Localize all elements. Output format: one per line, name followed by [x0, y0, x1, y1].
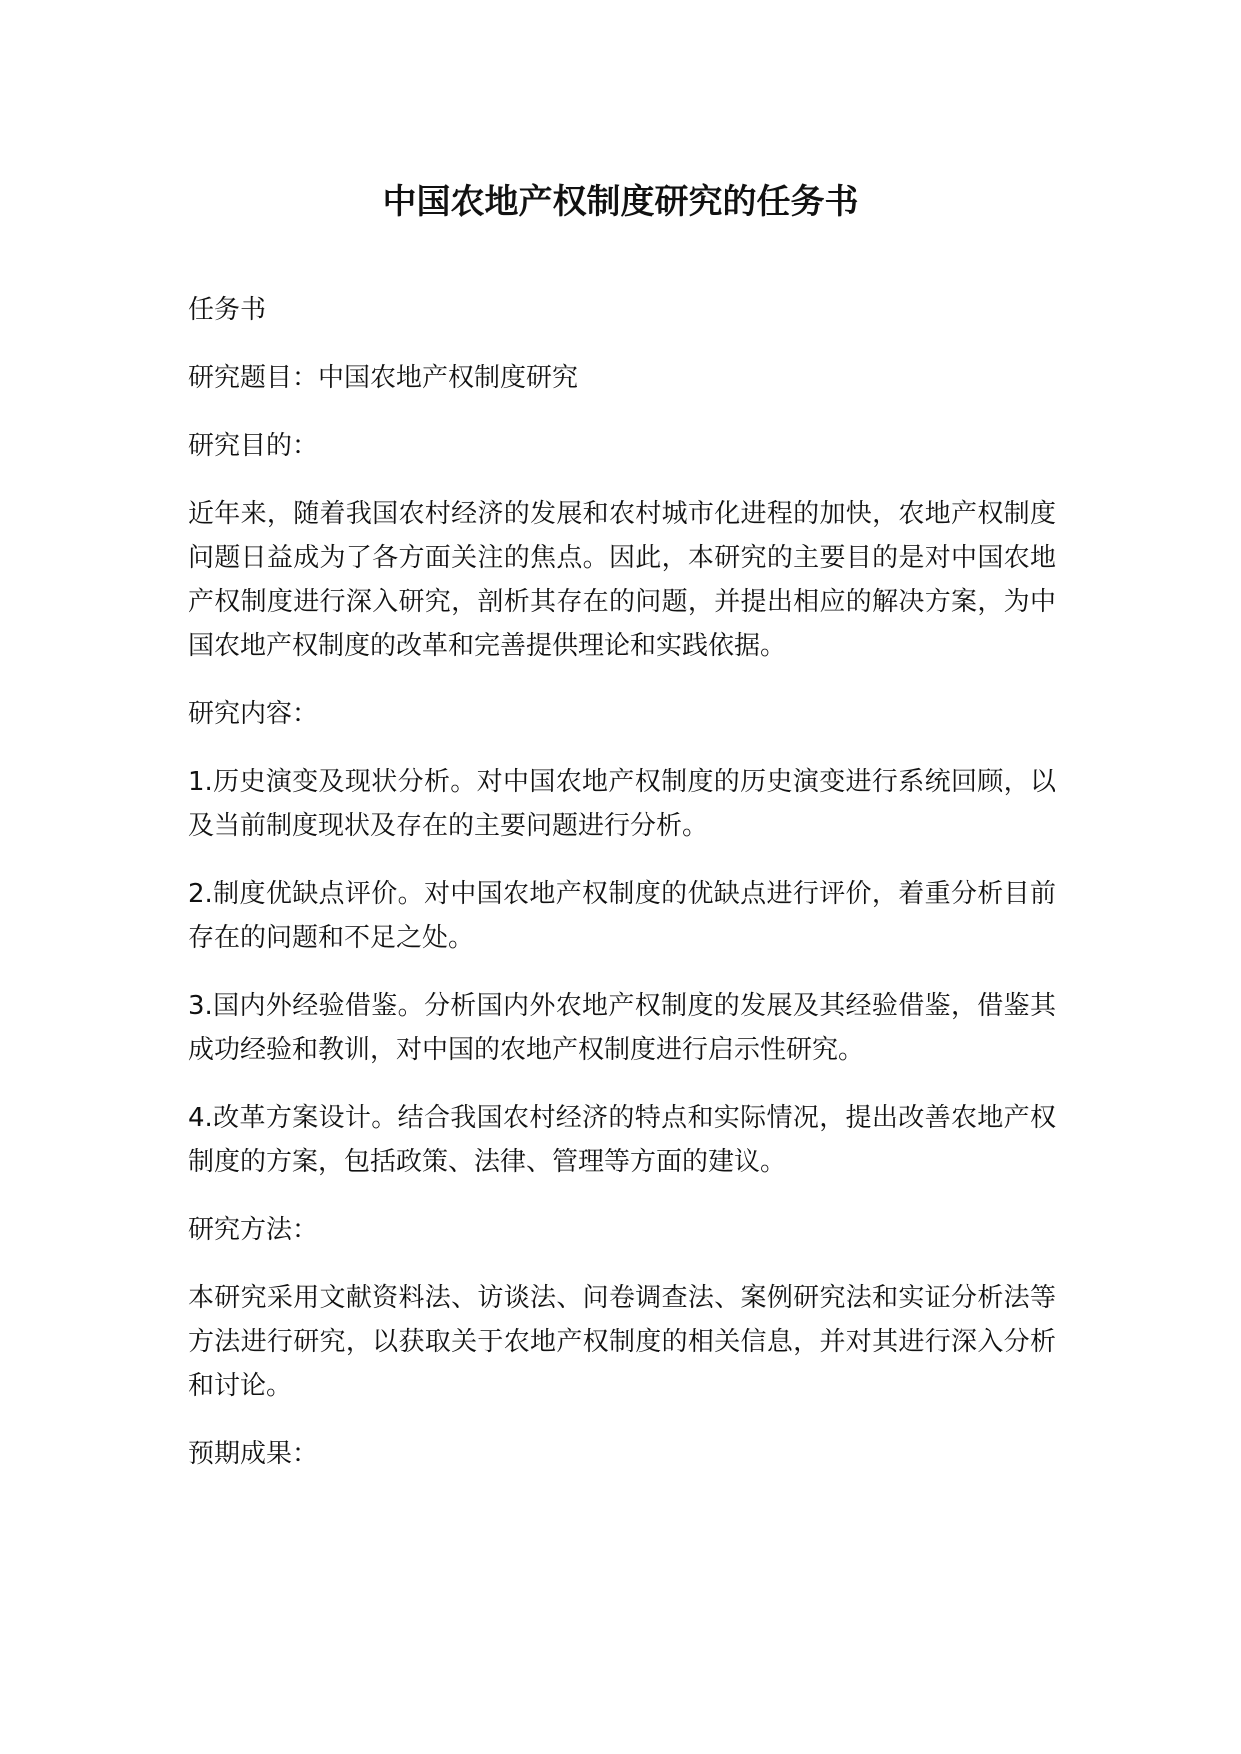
- content-item-1: 1.历史演变及现状分析。对中国农地产权制度的历史演变进行系统回顾，以及当前制度现状及存在的主要问题进行分析。: [188, 767, 1056, 841]
- methods-paragraph: 本研究采用文献资料法、访谈法、问卷调查法、案例研究法和实证分析法等方法进行研究，以获取关于农地产权制度的相关信息，并对其进行深入分析和讨论。: [188, 1283, 1056, 1401]
- section-label-task-book: 任务书: [188, 295, 267, 325]
- content-item-2: 2.制度优缺点评价。对中国农地产权制度的优缺点进行评价，着重分析目前存在的问题和不足之处。: [188, 879, 1056, 953]
- section-heading-methods: 研究方法：: [188, 1215, 319, 1245]
- document-body: [188, 288, 1056, 1500]
- section-heading-purpose: 研究目的：: [188, 431, 319, 461]
- section-heading-content: 研究内容：: [188, 699, 319, 729]
- research-topic: 研究题目：中国农地产权制度研究: [188, 363, 579, 393]
- purpose-paragraph: 近年来，随着我国农村经济的发展和农村城市化进程的加快，农地产权制度问题日益成为了各方面关注的焦点。因此，本研究的主要目的是对中国农地产权制度进行深入研究，剖析其存在的问题，并提出相应的解决方案，为中国农地产权制度的改革和完善提供理论和实践依据。: [188, 499, 1056, 661]
- section-heading-expected-results: 预期成果：: [188, 1439, 319, 1469]
- content-item-4: 4.改革方案设计。结合我国农村经济的特点和实际情况，提出改善农地产权制度的方案，包括政策、法律、管理等方面的建议。: [188, 1103, 1056, 1177]
- document-title: 中国农地产权制度研究的任务书: [382, 182, 859, 222]
- content-item-3: 3.国内外经验借鉴。分析国内外农地产权制度的发展及其经验借鉴，借鉴其成功经验和教训，对中国的农地产权制度进行启示性研究。: [188, 991, 1056, 1065]
